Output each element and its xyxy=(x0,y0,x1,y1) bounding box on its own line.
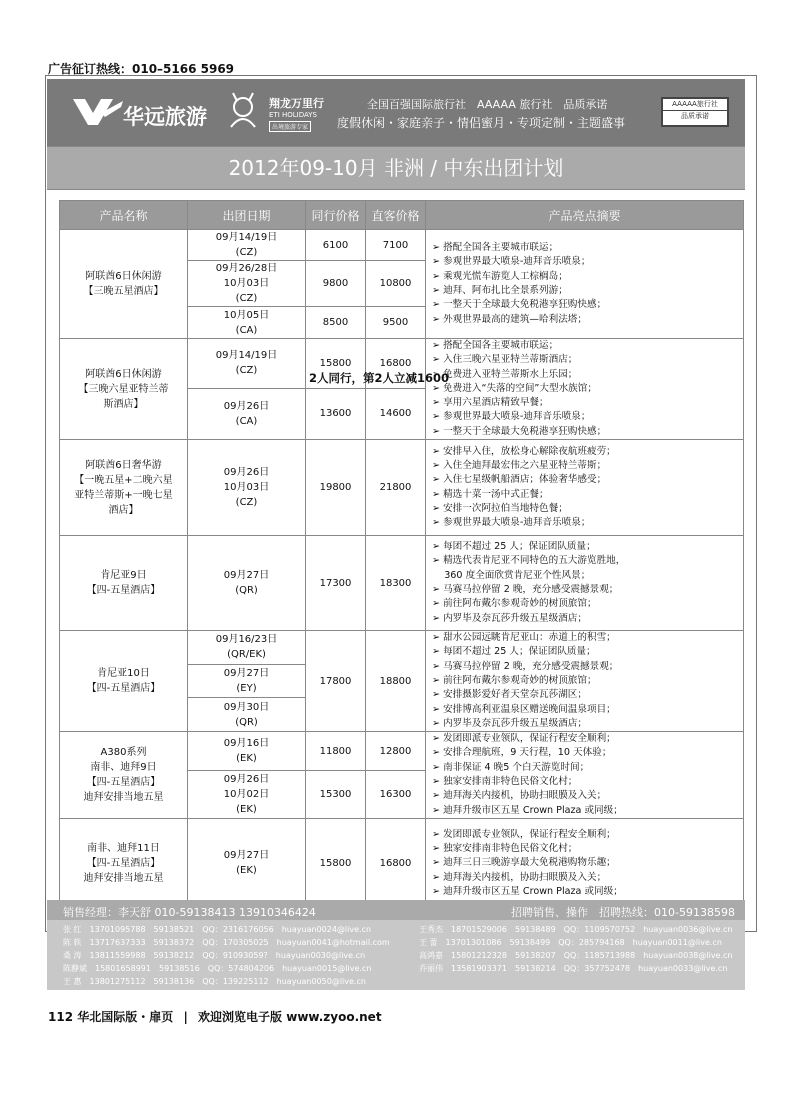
direct-price-value: 9500 xyxy=(382,317,409,328)
page-footer xyxy=(48,1008,382,1025)
highlight-item: ➢ 甜水公园远眺肯尼亚山：赤道上的积雪； xyxy=(432,631,743,645)
highlight-item: ➢ 精选十菜一汤中式正餐； xyxy=(432,488,743,502)
direct-price xyxy=(366,440,426,536)
highlight-item: ➢ 安排早入住，放松身心解除夜航班疲劳； xyxy=(432,445,743,459)
departure-date xyxy=(188,664,306,698)
peer-price-value: 15300 xyxy=(319,788,352,800)
product-1-date-1-line-2: (CZ) xyxy=(235,247,258,258)
direct-price-value: 16300 xyxy=(379,788,412,800)
product-7-name-line-1: 南非、迪拜11日 xyxy=(87,842,160,854)
direct-price xyxy=(366,732,426,771)
partner-subtitle: ETI HOLIDAYS xyxy=(269,111,317,119)
departure-date xyxy=(188,440,306,536)
product-4-name-line-1: 肯尼亚9日 xyxy=(100,570,147,582)
highlight-list xyxy=(432,732,743,818)
contact-right-1: 王秀杰 18701529006 59138489 QQ：1109570752 huayuan0036@live.cn xyxy=(419,925,733,934)
product-3-name-line-1: 阿联酋6日奢华游 xyxy=(85,459,162,471)
peer-price xyxy=(306,770,366,818)
highlight-item: ➢ 发团即派专业领队，保证行程安全顺利； xyxy=(432,828,743,842)
product-name xyxy=(60,732,188,819)
product-1-date-2-line-1: 09月26/28日 xyxy=(215,263,278,274)
contact-left-1: 张 红 13701095788 59138521 QQ：2316176056 huayuan0024@live.cn xyxy=(63,925,372,934)
highlight-list xyxy=(432,241,743,327)
table-header-row xyxy=(60,201,744,230)
product-2-name-line-3: 斯酒店】 xyxy=(103,398,144,410)
peer-price xyxy=(306,732,366,771)
peer-price xyxy=(306,261,366,307)
highlight-item: ➢ 独家安排南非特色民俗文化村； xyxy=(432,775,743,789)
highlight-item: ➢ 参观世界最大喷泉-迪拜音乐喷泉； xyxy=(432,410,743,424)
table-row xyxy=(60,536,744,631)
company-logo-text: 华远旅游 xyxy=(123,105,207,129)
table-row xyxy=(60,631,744,665)
product-6-date-2-line-3: (EK) xyxy=(236,803,257,815)
product-6-date-1-line-1: 09月16日 xyxy=(223,738,270,750)
product-7-name-line-3: 迪拜安排当地五星 xyxy=(83,872,164,884)
footer-separator: | xyxy=(183,1010,188,1024)
highlight-item: ➢ 参观世界最大喷泉-迪拜音乐喷泉； xyxy=(432,255,743,269)
highlight-list xyxy=(432,540,743,626)
product-1-date-1-line-1: 09月14/19日 xyxy=(215,232,278,243)
header-highlights: 产品亮点摘要 xyxy=(426,201,744,230)
highlight-item: ➢ 参观世界最大喷泉-迪拜音乐喷泉； xyxy=(432,516,743,530)
contact-header xyxy=(47,900,745,920)
sales-manager: 销售经理：李天舒 010-59138413 13910346424 xyxy=(63,906,316,919)
highlight-item: ➢ 一整天于全球最大免税港享狂购快感； xyxy=(432,425,743,439)
highlight-item: ➢ 享用六星酒店精致早餐； xyxy=(432,396,743,410)
direct-price xyxy=(366,230,426,261)
highlight-list xyxy=(432,339,743,439)
product-5-date-1-line-2: (QR/EK) xyxy=(227,649,266,661)
departure-date xyxy=(188,732,306,771)
product-4-date-1-line-2: (QR) xyxy=(235,585,258,597)
peer-price-value: 17800 xyxy=(319,675,352,687)
departure-date xyxy=(188,698,306,732)
peer-price-value: 19800 xyxy=(319,482,352,494)
product-highlights xyxy=(426,536,744,631)
product-highlights xyxy=(426,631,744,732)
product-3-date-1-line-3: (CZ) xyxy=(235,497,258,509)
direct-price xyxy=(366,818,426,908)
product-2-date-2-line-1: 09月26日 xyxy=(223,400,270,412)
peer-price xyxy=(306,230,366,261)
product-name xyxy=(60,536,188,631)
highlight-item: ➢ 安排一次阿拉伯当地特色餐； xyxy=(432,502,743,516)
page-title-bar xyxy=(47,146,745,190)
product-highlights xyxy=(426,818,744,908)
contact-left-4: 陈静斌 15801658991 59138516 QQ：574804206 huayuan0015@live.cn xyxy=(63,964,372,973)
peer-price-value: 17300 xyxy=(319,577,352,589)
contact-right-4: 乔丽伟 13581903371 59138214 QQ：357752478 huayuan0033@live.cn xyxy=(419,964,728,973)
product-highlights xyxy=(426,230,744,339)
contact-list xyxy=(47,920,745,990)
direct-price-value: 18300 xyxy=(379,577,412,589)
peer-price xyxy=(306,307,366,339)
product-2-date-1-line-1: 09月14/19日 xyxy=(215,350,278,362)
highlight-item: ➢ 前往阿布戴尔参观奇妙的树顶旅馆； xyxy=(432,597,743,611)
highlight-item: ➢ 迪拜三日三晚游享最大免税港购物乐趣； xyxy=(432,856,743,870)
highlight-item: ➢ 外观世界最高的建筑—哈利法塔； xyxy=(432,313,743,327)
peer-price xyxy=(306,631,366,732)
direct-price-value: 7100 xyxy=(382,239,409,251)
peer-price-value: 13600 xyxy=(319,408,352,420)
tour-plan-body xyxy=(60,230,744,909)
page-number: 112 xyxy=(48,1010,74,1024)
footer-invite: 欢迎浏览电子版 xyxy=(198,1010,283,1024)
edition-name: 华北国际版・扉页 xyxy=(77,1010,174,1024)
peer-price-value: 15800 xyxy=(319,357,352,369)
highlight-item: ➢ 迪拜升级市区五星 Crown Plaza 或同级； xyxy=(432,804,743,818)
product-6-date-2-line-1: 09月26日 xyxy=(223,773,270,785)
product-5-date-3-line-1: 09月30日 xyxy=(223,701,270,713)
highlight-item: ➢ 入住全迪拜最宏伟之六星亚特兰蒂斯； xyxy=(432,459,743,473)
product-1-date-2-line-2: 10月03日 xyxy=(223,278,270,289)
direct-price-value: 16800 xyxy=(379,857,412,869)
highlight-item: ➢ 马赛马拉停留 2 晚，充分感受震撼景观； xyxy=(432,583,743,597)
product-7-date-1-line-1: 09月27日 xyxy=(223,850,270,862)
direct-price-value: 21800 xyxy=(379,482,412,494)
highlight-item: ➢ 南非保证 4 晚5 个白天游览时间； xyxy=(432,761,743,775)
highlight-item: ➢ 免费进入亚特兰蒂斯水上乐园； xyxy=(432,368,743,382)
highlight-item: ➢ 入住三晚六星亚特兰蒂斯酒店； xyxy=(432,353,743,367)
highlight-item: ➢ 安排博高利亚温泉区赠送晚间温泉项目； xyxy=(432,703,743,717)
product-7-name-line-2: 【四-五星酒店】 xyxy=(86,857,161,869)
departure-date xyxy=(188,307,306,339)
contact-left-3: 桑 涛 13811559988 59138212 QQ：91093059? huayuan0030@live.cn xyxy=(63,951,366,960)
direct-price xyxy=(366,261,426,307)
product-1-date-3-line-1: 10月05日 xyxy=(223,309,270,321)
departure-date xyxy=(188,631,306,665)
contact-right-3: 高鸿嘉 15801212328 59138207 QQ：1185713988 huayuan0038@live.cn xyxy=(419,951,733,960)
product-name xyxy=(60,230,188,339)
highlight-item: ➢ 搭配全国各主要城市联运； xyxy=(432,339,743,353)
departure-date xyxy=(188,818,306,908)
direct-price-value: 18800 xyxy=(379,675,412,687)
product-3-date-1-line-1: 09月26日 xyxy=(223,467,270,479)
product-highlights xyxy=(426,440,744,536)
highlight-item: ➢ 安排摄影爱好者天堂奈瓦莎湖区； xyxy=(432,688,743,702)
highlight-item: ➢ 每团不超过 25 人；保证团队质量； xyxy=(432,645,743,659)
product-6-name-line-1: A380系列 xyxy=(100,747,147,759)
product-1-date-2-line-3: (CZ) xyxy=(235,293,258,304)
partner-dragon-icon xyxy=(223,91,263,133)
departure-date xyxy=(188,261,306,307)
company-banner xyxy=(47,79,745,146)
product-name xyxy=(60,818,188,908)
product-5-date-2-line-1: 09月27日 xyxy=(223,668,270,680)
direct-price-value: 14600 xyxy=(379,408,412,420)
product-5-name-line-2: 【四-五星酒店】 xyxy=(86,683,161,695)
product-3-name-line-3: 亚特兰蒂斯+一晚七星 xyxy=(74,489,173,501)
highlight-item: ➢ 独家安排南非特色民俗文化村； xyxy=(432,842,743,856)
product-1-name-line-2: 【三晚五星酒店】 xyxy=(83,286,164,297)
company-logo-icon xyxy=(71,93,123,131)
departure-date xyxy=(188,230,306,261)
table-row xyxy=(60,440,744,536)
highlight-list xyxy=(432,828,743,899)
highlight-item: ➢ 每团不超过 25 人；保证团队质量； xyxy=(432,540,743,554)
highlight-item: ➢ 内罗毕及奈瓦莎升级五星级酒店； xyxy=(432,612,743,626)
contact-left-2: 陈 轶 13717637333 59138372 QQ：170305025 huayuan0041@hotmail.com xyxy=(63,938,390,947)
product-3-name-line-2: 【一晚五星+二晚六星 xyxy=(74,474,173,486)
peer-price xyxy=(306,388,366,440)
direct-price xyxy=(366,536,426,631)
quality-badge xyxy=(661,97,729,127)
banner-slogan-secondary: 度假休闲・家庭亲子・情侣蜜月・专项定制・主题盛事 xyxy=(337,116,626,130)
highlight-list xyxy=(432,631,743,731)
highlight-item: ➢ 发团即派专业领队，保证行程安全顺利； xyxy=(432,732,743,746)
highlight-item: ➢ 入住七星级帆船酒店；体验奢华感受； xyxy=(432,473,743,487)
peer-price xyxy=(306,818,366,908)
peer-price-value: 8500 xyxy=(322,317,349,328)
direct-price-value: 16800 xyxy=(379,357,412,369)
product-5-date-1-line-1: 09月16/23日 xyxy=(215,634,278,646)
highlight-item: ➢ 精选代表肯尼亚不同特色的五大游览胜地， xyxy=(432,554,743,568)
highlight-list xyxy=(432,445,743,531)
page-title: 2012年09-10月 非洲 / 中东出团计划 xyxy=(228,156,564,180)
header-product: 产品名称 xyxy=(60,201,188,230)
recruit-hotline: 招聘销售、操作 招聘热线：010-59138598 xyxy=(511,906,735,919)
highlight-item: ➢ 迪拜升级市区五星 Crown Plaza 或同级； xyxy=(432,885,743,899)
peer-price-value: 9800 xyxy=(322,278,349,289)
product-7-date-1-line-2: (EK) xyxy=(236,865,257,877)
footer-site: www.zyoo.net xyxy=(286,1010,382,1024)
product-6-name-line-2: 南非、迪拜9日 xyxy=(90,762,157,774)
product-5-name-line-1: 肯尼亚10日 xyxy=(97,668,150,680)
peer-price-value: 15800 xyxy=(319,857,352,869)
direct-price-value: 12800 xyxy=(379,745,412,757)
table-row xyxy=(60,230,744,261)
highlight-item: ➢ 内罗毕及奈瓦莎升级五星级酒店； xyxy=(432,717,743,731)
product-2-date-1-line-2: (CZ) xyxy=(235,365,258,377)
direct-price xyxy=(366,307,426,339)
highlight-item: ➢ 迪拜、阿布扎比全景系列游； xyxy=(432,284,743,298)
peer-price-value: 11800 xyxy=(319,745,352,757)
direct-price xyxy=(366,388,426,440)
badge-bottom-text: 品质承诺 xyxy=(681,112,709,120)
peer-price xyxy=(306,536,366,631)
product-highlights xyxy=(426,339,744,440)
product-name xyxy=(60,339,188,440)
product-6-name-line-4: 迪拜安排当地五星 xyxy=(83,792,164,804)
peer-price xyxy=(306,440,366,536)
contact-right-2: 王 蕾 13701301086 59138499 QQ：285794168 huayuan0011@live.cn xyxy=(419,938,722,947)
departure-date xyxy=(188,770,306,818)
direct-price-value: 10800 xyxy=(379,278,412,289)
group-discount-promo: 2人同行，第2人立减1600 xyxy=(309,371,450,385)
table-row xyxy=(60,732,744,771)
product-2-name-line-2: 【三晚六星亚特兰蒂 xyxy=(78,383,169,395)
highlight-item: ➢ 一整天于全球最大免税港享狂购快感； xyxy=(432,298,743,312)
product-6-date-2-line-2: 10月02日 xyxy=(223,788,270,800)
product-3-date-1-line-2: 10月03日 xyxy=(223,482,270,494)
highlight-item: ➢ 迪拜海关内接机，协助扫眼膜及入关； xyxy=(432,789,743,803)
highlight-item: ➢ 安排合理航班，9 天行程，10 天体验； xyxy=(432,746,743,760)
highlight-item: ➢ 免费进入“失落的空间”大型水族馆； xyxy=(432,382,743,396)
product-1-date-3-line-2: (CA) xyxy=(235,324,258,336)
badge-top-text: AAAAA旅行社 xyxy=(663,99,727,111)
product-4-name-line-2: 【四-五星酒店】 xyxy=(86,585,161,597)
departure-date xyxy=(188,388,306,440)
product-6-name-line-3: 【四-五星酒店】 xyxy=(86,777,161,789)
partner-tag: 出境旅游专家 xyxy=(269,121,311,132)
table-row xyxy=(60,818,744,908)
departure-date xyxy=(188,339,306,389)
product-name xyxy=(60,631,188,732)
header-date: 出团日期 xyxy=(188,201,306,230)
direct-price xyxy=(366,770,426,818)
highlight-item: ➢ 马赛马拉停留 2 晚，充分感受震撼景观； xyxy=(432,660,743,674)
header-peer-price: 同行价格 xyxy=(306,201,366,230)
highlight-item: ➢ 乘观光慌车游览人工棕榈岛； xyxy=(432,270,743,284)
product-1-name-line-1: 阿联酋6日休闲游 xyxy=(85,271,162,282)
banner-slogan-primary: 全国百强国际旅行社 AAAAA 旅行社 品质承诺 xyxy=(367,98,608,111)
product-2-name-line-1: 阿联酋6日休闲游 xyxy=(85,368,162,380)
product-6-date-1-line-2: (EK) xyxy=(236,753,257,765)
highlight-item: ➢ 搭配全国各主要城市联运； xyxy=(432,241,743,255)
product-4-date-1-line-1: 09月27日 xyxy=(223,570,270,582)
product-name xyxy=(60,440,188,536)
tour-plan-table xyxy=(59,200,744,909)
product-5-date-3-line-2: (QR) xyxy=(235,716,258,728)
departure-date xyxy=(188,536,306,631)
highlight-item: 360 度全面欣赏肯尼亚个性风景； xyxy=(444,569,591,581)
product-2-date-2-line-2: (CA) xyxy=(235,415,258,427)
product-5-date-2-line-2: (EY) xyxy=(236,683,257,695)
product-highlights xyxy=(426,732,744,819)
header-direct-price: 直客价格 xyxy=(366,201,426,230)
contact-left-5: 王 惠 13801275112 59138136 QQ：139225112 huayuan0050@live.cn xyxy=(63,977,366,986)
direct-price xyxy=(366,631,426,732)
product-3-name-line-4: 酒店】 xyxy=(108,504,139,516)
partner-name: 翔龙万里行 xyxy=(269,97,324,110)
peer-price-value: 6100 xyxy=(322,239,349,251)
highlight-item: ➢ 迪拜海关内接机，协助扫眼膜及入关； xyxy=(432,871,743,885)
highlight-item: ➢ 前往阿布戴尔参观奇妙的树顶旅馆； xyxy=(432,674,743,688)
ad-hotline: 广告征订热线：010–5166 5969 xyxy=(48,62,235,76)
